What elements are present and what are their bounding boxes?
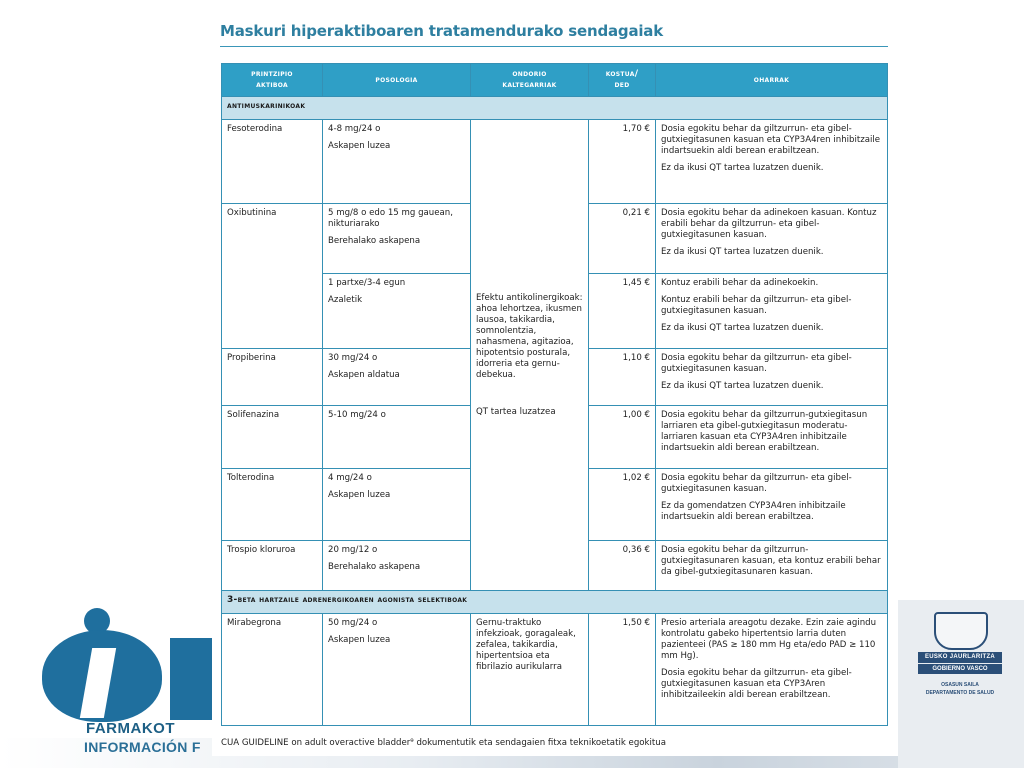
gov-dept-line1: OSASUN SAILA <box>941 682 979 688</box>
gov-dept-line2: DEPARTAMENTO DE SALUD <box>925 690 995 696</box>
note-text: Dosia egokitu behar da giltzurrun-gutxiegitasunaren kasuan, eta kontuz erabili behar da gibel-gutxiegitasunaren kasuan. <box>661 545 881 577</box>
gov-logo-band1: EUSKO JAURLARITZA <box>918 652 1002 663</box>
header-adverse-line1: ondorio <box>512 69 547 79</box>
posology-release: Askapen luzea <box>328 141 391 151</box>
posology-dose: 4 mg/24 o <box>328 473 372 483</box>
posology-dose: 1 partxe/3-4 egun <box>328 278 406 288</box>
cell-posology <box>323 469 471 541</box>
group-title-label: 3-beta hartzaile adrenergikoaren agonista selektiboak <box>227 595 468 605</box>
shared-effects-text: Efektu antikolinergikoak: ahoa lehortzea, ikusmen lausoa, takikardia, somnolentzia, nahasmena, agitazioa, hipotentsio posturala, idorreria eta gernu-debekua. <box>476 292 583 380</box>
cell-notes <box>656 120 888 204</box>
cell-active: Fesoterodina <box>222 120 323 204</box>
cell-cost: 0,21 € <box>589 204 656 274</box>
posology-dose: 50 mg/24 o <box>328 618 378 628</box>
posology-dose: 5 mg/8 o edo 15 mg gauean, nikturiarako <box>328 208 453 229</box>
table-row <box>222 614 888 726</box>
group-title <box>222 97 888 120</box>
source-footnote: CUA GUIDELINE on adult overactive bladder⁹ dokumentutik eta sendagaien fitxa teknikoetatik egokitua <box>221 738 666 748</box>
header-active <box>222 64 323 97</box>
posology-dose: 5-10 mg/24 o <box>328 410 386 420</box>
coat-of-arms-icon <box>934 612 988 650</box>
page-title: Maskuri hiperaktiboaren tratamendurako sendagaiak <box>220 22 664 40</box>
cell-cost: 1,10 € <box>589 349 656 406</box>
note-text: Dosia egokitu behar da giltzurrun- eta gibel-gutxiegitasunen kasuan. <box>661 473 852 494</box>
cell-notes <box>656 406 888 469</box>
cell-cost: 1,00 € <box>589 406 656 469</box>
cell-cost: 1,70 € <box>589 120 656 204</box>
logo-text-line1: FARMAKOT <box>86 720 175 737</box>
cell-posology <box>323 349 471 406</box>
cell-active: Oxibutinina <box>222 204 323 349</box>
header-adverse-line2: kaltegarriak <box>502 80 557 90</box>
note-text: Dosia egokitu behar da giltzurrun- eta gibel-gutxiegitasunen kasuan. <box>661 353 852 374</box>
cell-adverse: Gernu-traktuko infekzioak, goragaleak, zefalea, takikardia, hipertentsioa eta fibrilazio aurikularra <box>471 614 589 726</box>
cell-notes <box>656 469 888 541</box>
header-posology-label: posologia <box>375 74 418 85</box>
cell-posology <box>323 274 471 349</box>
header-cost-line2: ded <box>614 80 630 90</box>
logo-n-letter <box>170 638 212 720</box>
group-row-antimuscarinic <box>222 97 888 120</box>
posology-release: Berehalako askapena <box>328 236 421 246</box>
note-text: Presio arteriala areagotu dezake. Ezin zaie agindu kontrolatu gabeko hipertentsio larria duten pazienteei (PAS ≥ 180 mm Hg eta/edo PAD ≥ 110 mm Hg). <box>661 618 877 661</box>
cell-posology <box>323 204 471 274</box>
note-text: Ez da gomendatzen CYP3A4ren inhibitzaile indartsuekin aldi berean erabiltzea. <box>661 501 846 522</box>
cell-posology <box>323 614 471 726</box>
note-text: Ez da ikusi QT tartea luzatzen duenik. <box>661 163 824 173</box>
table-header-row <box>222 64 888 97</box>
group-title-label: antimuskarinikoak <box>227 101 306 111</box>
table-row <box>222 120 888 204</box>
note-text: Dosia egokitu behar da adinekoen kasuan. Kontuz erabili behar da giltzurrun- eta gibel-gutxiegitasunen kasuan. <box>661 208 877 240</box>
posology-release: Askapen aldatua <box>328 370 400 380</box>
cell-notes <box>656 349 888 406</box>
cell-active: Mirabegrona <box>222 614 323 726</box>
drug-table <box>221 63 888 726</box>
posology-release: Askapen luzea <box>328 635 391 645</box>
cell-notes <box>656 204 888 274</box>
cell-notes <box>656 541 888 591</box>
header-adverse <box>471 64 589 97</box>
note-text: Kontuz erabili behar da giltzurrun- eta gibel-gutxiegitasunen kasuan. <box>661 295 852 316</box>
cell-posology <box>323 406 471 469</box>
cell-active: Solifenazina <box>222 406 323 469</box>
cell-active: Tolterodina <box>222 469 323 541</box>
note-text: Kontuz erabili behar da adinekoekin. <box>661 278 819 288</box>
note-text: Dosia egokitu behar da giltzurrun- eta gibel-gutxiegitasunen kasuan eta CYP3A4ren inhibitzaile indartsuekin aldi berean erabiltzean. <box>661 124 881 156</box>
shared-qt-text: QT tartea luzatzea <box>476 406 556 417</box>
header-posology <box>323 64 471 97</box>
cell-cost: 0,36 € <box>589 541 656 591</box>
title-underline <box>220 46 888 47</box>
header-cost <box>589 64 656 97</box>
document-page <box>212 0 898 756</box>
note-text: Dosia egokitu behar da giltzurrun- eta gibel-gutxiegitasunen kasuan eta CYP3Aren inhibitzaileekin aldi berean erabiltzean. <box>661 668 852 700</box>
posology-dose: 20 mg/12 o <box>328 545 378 555</box>
header-active-line2: aktiboa <box>256 80 288 90</box>
note-text: Ez da ikusi QT tartea luzatzen duenik. <box>661 381 824 391</box>
note-text: Ez da ikusi QT tartea luzatzen duenik. <box>661 323 824 333</box>
cell-cost: 1,45 € <box>589 274 656 349</box>
logo-text-line2: INFORMACIÓN F <box>84 739 201 755</box>
posology-route: Azaletik <box>328 295 363 305</box>
header-active-line1: printzipio <box>251 69 293 79</box>
cell-cost: 1,02 € <box>589 469 656 541</box>
gov-logo-band2: GOBIERNO VASCO <box>918 664 1002 674</box>
posology-dose: 30 mg/24 o <box>328 353 378 363</box>
cell-notes <box>656 274 888 349</box>
cell-notes <box>656 614 888 726</box>
header-notes <box>656 64 888 97</box>
posology-release: Berehalako askapena <box>328 562 421 572</box>
note-text: Dosia egokitu behar da giltzurrun-gutxiegitasun larriaren eta gibel-gutxiegitasun moderatu-larriaren kasuan eta CYP3A4ren inhibitzaile indartsuekin aldi berean erabiltzean. <box>661 410 868 453</box>
group-title <box>222 591 888 614</box>
posology-release: Askapen luzea <box>328 490 391 500</box>
note-text: Ez da ikusi QT tartea luzatzen duenik. <box>661 247 824 257</box>
cell-posology <box>323 120 471 204</box>
posology-dose: 4-8 mg/24 o <box>328 124 381 134</box>
cell-posology <box>323 541 471 591</box>
header-notes-label: oharrak <box>753 74 790 85</box>
cell-shared-adverse <box>471 120 589 591</box>
group-row-beta3 <box>222 591 888 614</box>
cell-active: Propiberina <box>222 349 323 406</box>
header-cost-line1: kostua/ <box>605 69 639 79</box>
cell-cost: 1,50 € <box>589 614 656 726</box>
cell-active: Trospio kloruroa <box>222 541 323 591</box>
